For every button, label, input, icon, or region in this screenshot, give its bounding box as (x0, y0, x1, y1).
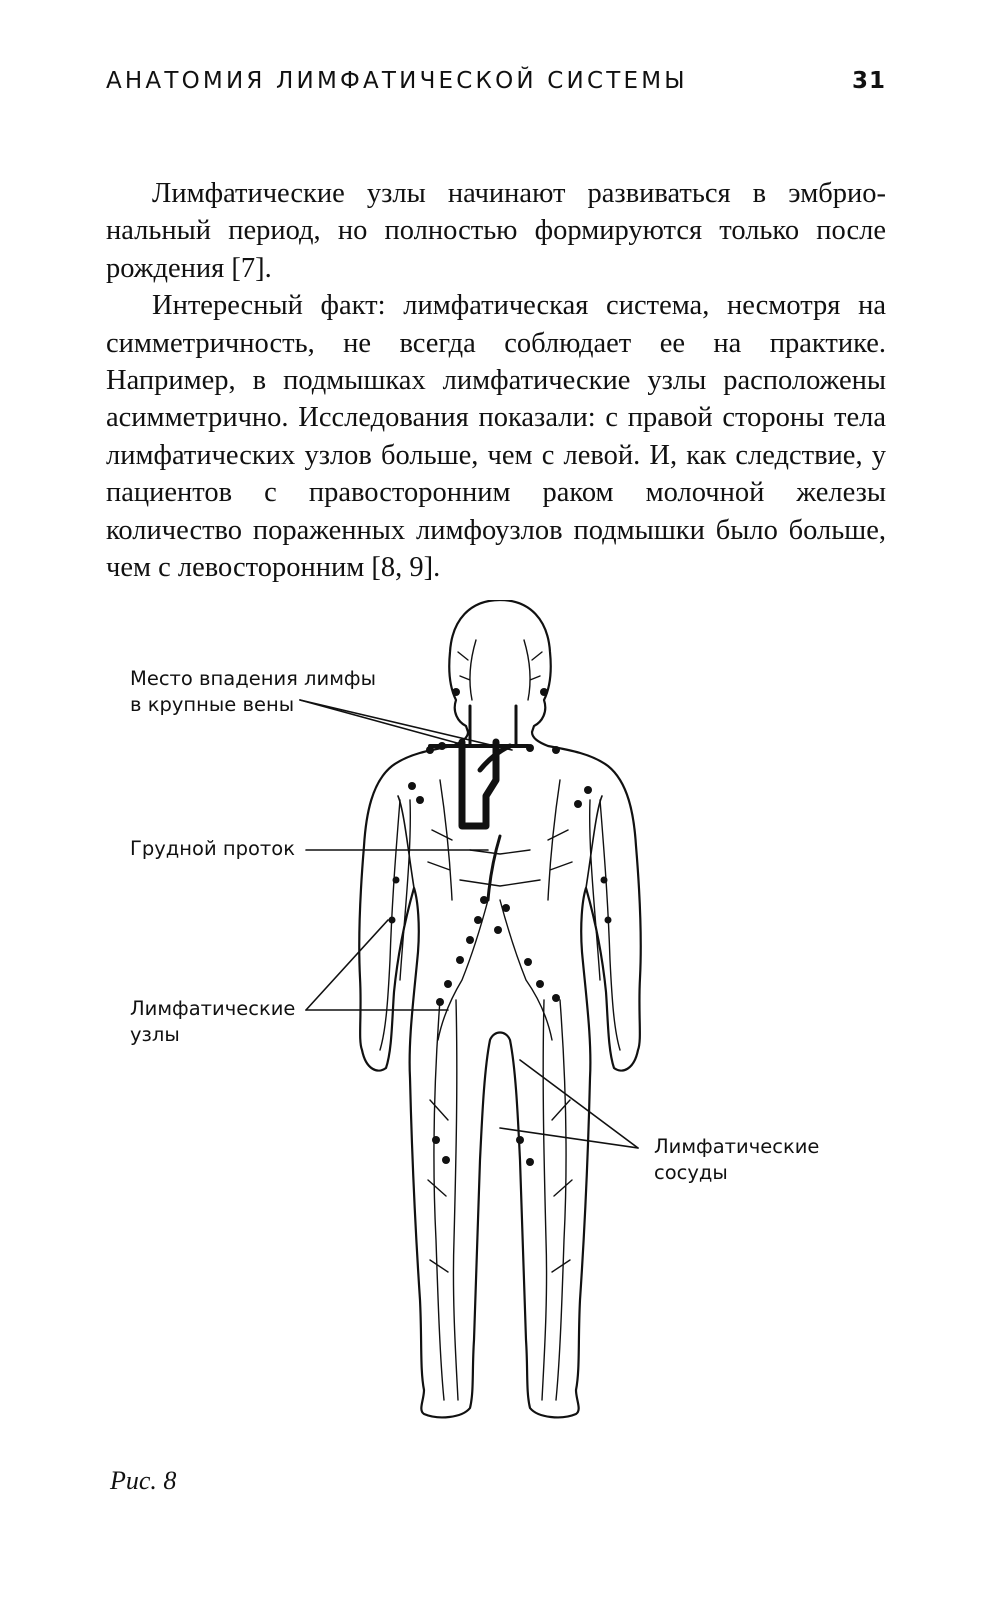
thoracic-duct (462, 742, 496, 826)
paragraph-2: Интересный факт: лимфатическая система, несмотря на симметричность, не всегда соблюдает ее на практике. Например, в подмышках лимфатические узлы расположены асимметрично. Исследования показали: с правой стороны тела лимфатических узлов больше, чем с левой. И, как следствие, у пациентов с правосторонним раком молочной железы количество пораженных лимфоузлов подмышки было больше, чем с левосторонним [8, 9]. (106, 290, 886, 584)
label-nodes: Лимфатические узлы (130, 997, 296, 1046)
running-title: АНАТОМИЯ ЛИМФАТИЧЕСКОЙ СИСТЕМЫ (106, 68, 688, 94)
leader-vessels-2 (520, 1060, 638, 1148)
label-vessels: Лимфатические сосуды (654, 1135, 820, 1184)
label-duct: Грудной проток (130, 837, 295, 860)
label-veins: Место впадения лимфы в крупные вены (130, 667, 376, 716)
page-number: 31 (851, 68, 886, 94)
figure-caption: Рис. 8 (110, 1466, 177, 1495)
body-outline (359, 600, 641, 1417)
lymph-nodes (389, 688, 612, 1166)
lymphatic-system-figure (0, 600, 1000, 1460)
body-text (106, 175, 886, 586)
leader-nodes-2 (306, 920, 388, 1010)
paragraph-1: Лимфатические узлы начинают развиваться в эмбриональный период, но полностью формируются только после рождения [7]. (106, 178, 886, 284)
running-head (106, 68, 886, 104)
